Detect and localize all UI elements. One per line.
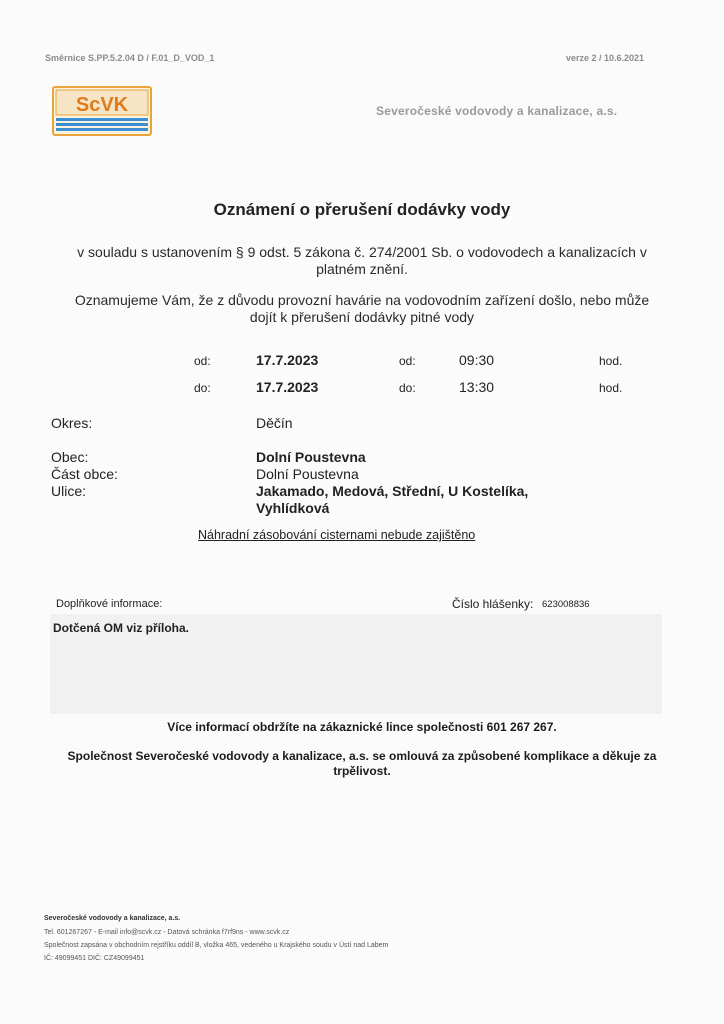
to-hours-label: hod. — [599, 381, 623, 395]
from-time-label: od: — [399, 354, 416, 368]
directive-code: Směrnice S.PP.5.2.04 D / F.01_D_VOD_1 — [45, 53, 215, 63]
apology-text: Společnost Severočeské vodovody a kanalizace, a.s. se omlouvá za způsobené komplikace a děkuje za trpělivost. — [67, 749, 657, 778]
notice-title: Oznámení o přerušení dodávky vody — [213, 200, 511, 219]
to-time-label: do: — [399, 381, 416, 395]
footer-company: Severočeské vodovody a kanalizace, a.s. — [44, 915, 181, 922]
from-hours-label: hod. — [599, 354, 623, 368]
from-time: 09:30 — [459, 352, 495, 368]
to-time: 13:30 — [459, 379, 495, 395]
additional-info-text: Dotčená OM viz příloha. — [53, 621, 190, 635]
to-label: do: — [194, 381, 211, 395]
logo-text: ScVK — [75, 94, 129, 116]
to-date: 17.7.2023 — [256, 379, 319, 395]
additional-info-label: Doplňkové informace: — [56, 598, 163, 610]
report-number-label: Číslo hlášenky: — [452, 597, 534, 611]
announcement: Oznamujeme Vám, že z důvodu provozní havárie na vodovodním zařízení došlo, nebo může dojít k přerušení dodávky pitné vody — [74, 292, 650, 325]
report-number: 623008836 — [542, 599, 590, 610]
supply-note: Náhradní zásobování cisternami nebude zajištěno — [198, 528, 476, 542]
part-label: Část obce: — [51, 466, 118, 482]
footer-registry: Společnost zapsána v obchodním rejstříku oddíl B, vložka 465, vedeného u Krajského soudu v Ústí nad Labem — [44, 942, 389, 949]
footer-contacts: Tel. 601267267 - E-mail info@scvk.cz - Datová schránka f7rf9ns - www.scvk.cz — [44, 929, 290, 936]
streets-line-2: Vyhlídková — [256, 500, 330, 516]
municipality-label: Obec: — [51, 449, 89, 465]
from-label: od: — [194, 354, 211, 368]
municipality-value: Dolní Poustevna — [256, 449, 366, 465]
from-date: 17.7.2023 — [256, 352, 319, 368]
company-logo — [52, 86, 152, 136]
street-label: Ulice: — [51, 483, 87, 499]
streets-line-1: Jakamado, Medová, Střední, U Kostelíka, — [256, 483, 529, 499]
version-label: verze 2 / 10.6.2021 — [566, 53, 645, 63]
hotline-text: Více informací obdržíte na zákaznické lince společnosti 601 267 267. — [167, 720, 557, 734]
legal-basis: v souladu s ustanovením § 9 odst. 5 zákona č. 274/2001 Sb. o vodovodech a kanalizacích v platném znění. — [77, 244, 647, 277]
company-name-header: Severočeské vodovody a kanalizace, a.s. — [376, 104, 618, 118]
district-label: Okres: — [51, 415, 93, 431]
district-value: Děčín — [256, 415, 293, 431]
part-value: Dolní Poustevna — [256, 466, 359, 482]
footer-ids: IČ: 49099451 DIČ: CZ49099451 — [44, 955, 145, 962]
